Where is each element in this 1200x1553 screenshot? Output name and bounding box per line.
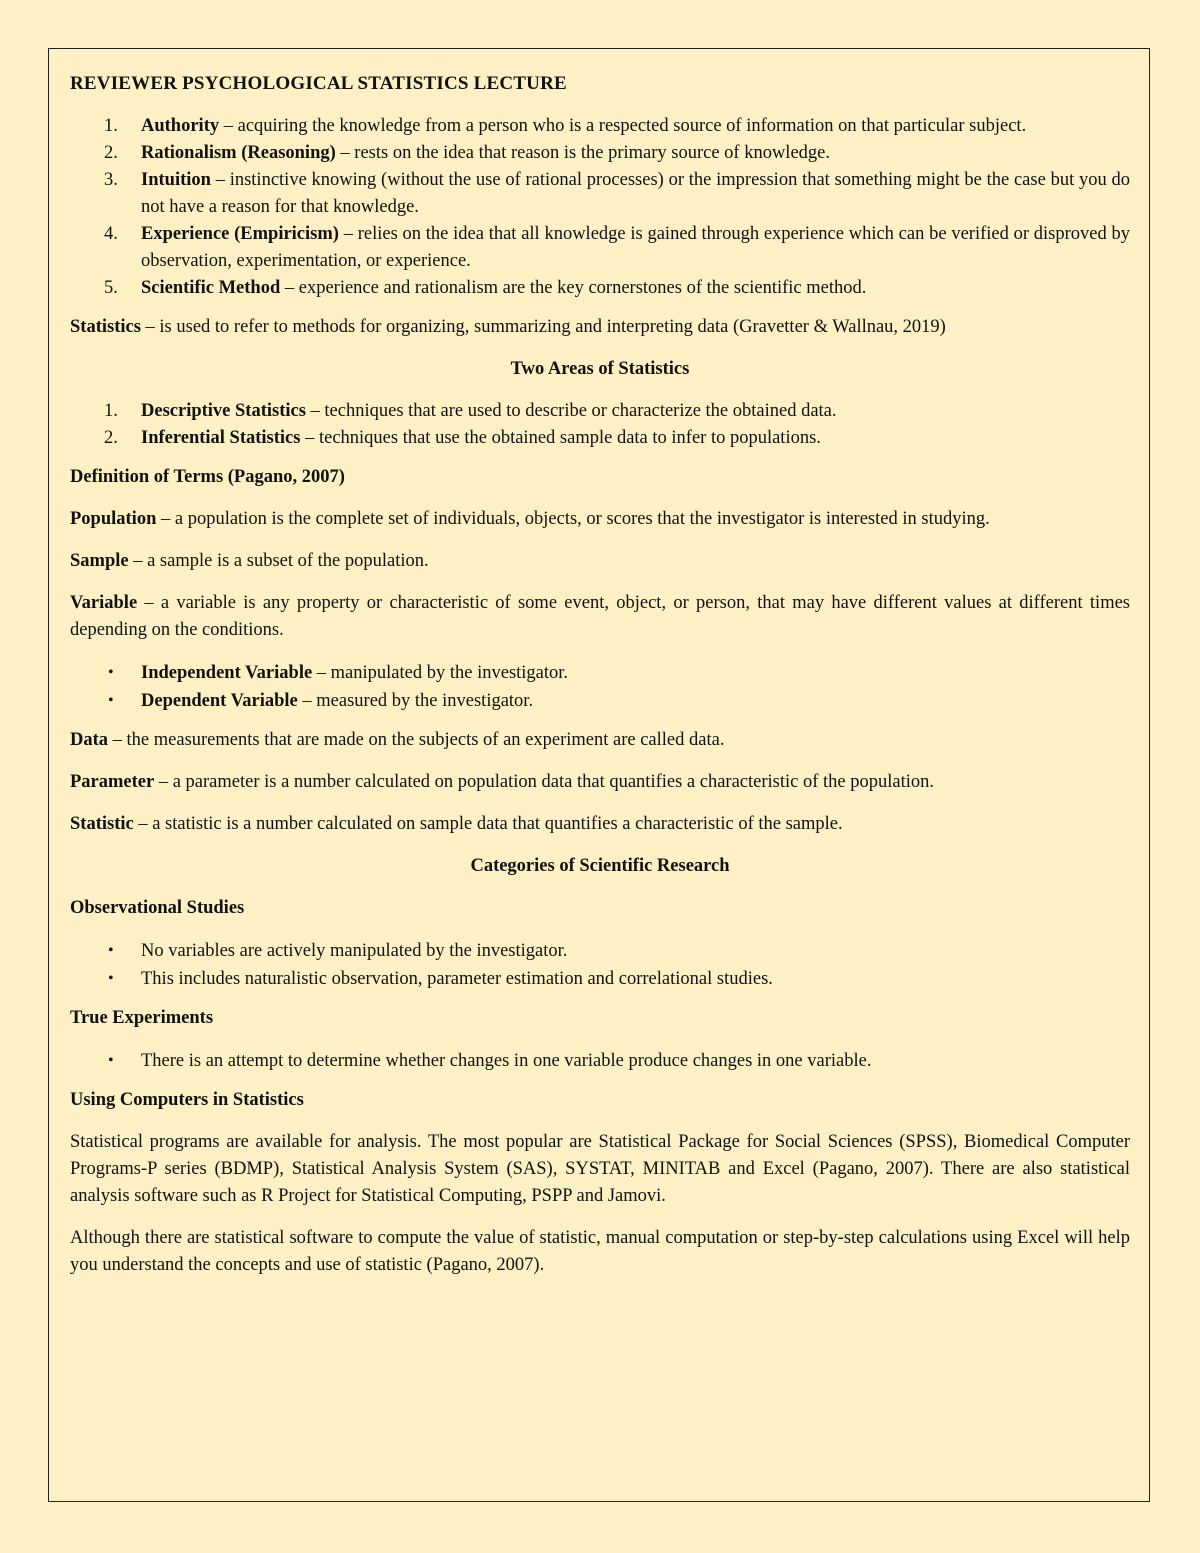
computers-heading: Using Computers in Statistics (70, 1090, 304, 1110)
definition: – rests on the idea that reason is the primary source of knowledge. (335, 143, 830, 163)
list-item (70, 937, 1130, 965)
term: Authority (141, 116, 220, 136)
term: Variable (70, 593, 138, 613)
definition: – is used to refer to methods for organizing, summarizing and interpreting data (Gravetter & Wallnau, 2019) (140, 317, 946, 337)
term: Experience (Empiricism) (141, 224, 339, 244)
two-areas-heading: Two Areas of Statistics (510, 359, 690, 379)
parameter-definition (70, 769, 1130, 796)
two-areas-list (70, 398, 1130, 452)
list-item (70, 659, 1130, 687)
sample-definition (70, 548, 1130, 575)
list-item (70, 140, 1130, 167)
item-text: This includes naturalistic observation, parameter estimation and correlational studies. (141, 969, 773, 989)
term: Sample (70, 551, 129, 571)
bullet-icon: • (108, 942, 114, 959)
variable-definition (70, 590, 1130, 644)
list-item (70, 167, 1130, 221)
list-item (70, 398, 1130, 425)
data-definition (70, 727, 1130, 754)
term: Scientific Method (141, 278, 281, 298)
definition: – the measurements that are made on the subjects of an experiment are called data. (108, 730, 725, 750)
term: Intuition (141, 170, 211, 190)
term: Statistics (70, 317, 141, 337)
computers-paragraph-2: Although there are statistical software to compute the value of statistic, manual computation or step-by-step calculations using Excel will help you understand the concepts and use of statistic (Pagano, 2007). (70, 1228, 1130, 1275)
item-text: There is an attempt to determine whether changes in one variable produce changes in one variable. (141, 1051, 872, 1071)
item-text: No variables are actively manipulated by the investigator. (141, 941, 568, 961)
definition: – a population is the complete set of individuals, objects, or scores that the investigator is interested in studying. (156, 509, 990, 529)
definition: – experience and rationalism are the key cornerstones of the scientific method. (280, 278, 867, 298)
term: Independent Variable (141, 663, 313, 683)
list-number: 1. (104, 401, 118, 421)
bullet-icon: • (108, 970, 114, 987)
variable-types-list (70, 659, 1130, 715)
true-experiments-list (70, 1047, 1130, 1075)
document-title: REVIEWER PSYCHOLOGICAL STATISTICS LECTURE (70, 73, 567, 94)
definition: – techniques that are used to describe or characterize the obtained data. (305, 401, 837, 421)
statistics-definition (70, 314, 1130, 341)
definition: – acquiring the knowledge from a person who is a respected source of information on that particular subject. (219, 116, 1027, 136)
list-number: 4. (104, 224, 118, 244)
list-item (70, 687, 1130, 715)
list-item (70, 425, 1130, 452)
term: Statistic (70, 814, 134, 834)
statistic-definition (70, 811, 1130, 838)
list-item (70, 965, 1130, 993)
definition: – a variable is any property or characteristic of some event, object, or person, that may have different values at different times depending on the conditions. (70, 593, 1130, 640)
document-body (70, 70, 1130, 1294)
term: Dependent Variable (141, 691, 298, 711)
list-number: 3. (104, 170, 118, 190)
population-definition (70, 506, 1130, 533)
observational-list (70, 937, 1130, 993)
term: Data (70, 730, 109, 750)
observational-heading: Observational Studies (70, 898, 245, 918)
computers-paragraph-1: Statistical programs are available for analysis. The most popular are Statistical Package for Social Sciences (SPSS), Biomedical Computer Programs-P series (BDMP), Statistical Analysis System (SAS), SYSTAT, MINITAB and Excel (Pagano, 2007). There are also statistical analysis software such as R Project for Statistical Computing, PSPP and Jamovi. (70, 1132, 1130, 1206)
definition: – techniques that use the obtained sample data to infer to populations. (300, 428, 821, 448)
true-experiments-heading: True Experiments (70, 1008, 214, 1028)
definition: – instinctive knowing (without the use of rational processes) or the impression that something might be the case but you do not have a reason for that knowledge. (141, 170, 1130, 217)
term: Inferential Statistics (141, 428, 301, 448)
definition: – a sample is a subset of the population. (128, 551, 429, 571)
definition: – a parameter is a number calculated on population data that quantifies a characteristic of the population. (154, 772, 935, 792)
term: Population (70, 509, 157, 529)
list-item (70, 275, 1130, 302)
term: Descriptive Statistics (141, 401, 306, 421)
sources-of-knowledge-list (70, 113, 1130, 302)
list-number: 5. (104, 278, 118, 298)
list-number: 2. (104, 428, 118, 448)
list-number: 1. (104, 116, 118, 136)
bullet-icon: • (108, 664, 114, 681)
term: Rationalism (Reasoning) (141, 143, 336, 163)
term: Parameter (70, 772, 155, 792)
definition: – measured by the investigator. (297, 691, 534, 711)
categories-heading: Categories of Scientific Research (470, 856, 730, 876)
list-item (70, 1047, 1130, 1075)
list-item (70, 221, 1130, 275)
bullet-icon: • (108, 692, 114, 709)
definition: – a statistic is a number calculated on sample data that quantifies a characteristic of the sample. (133, 814, 843, 834)
definition: – relies on the idea that all knowledge is gained through experience which can be verified or disproved by observation, experimentation, or experience. (141, 224, 1130, 271)
list-number: 2. (104, 143, 118, 163)
definition-of-terms-heading: Definition of Terms (Pagano, 2007) (70, 467, 345, 487)
definition: – manipulated by the investigator. (312, 663, 569, 683)
list-item (70, 113, 1130, 140)
bullet-icon: • (108, 1052, 114, 1069)
